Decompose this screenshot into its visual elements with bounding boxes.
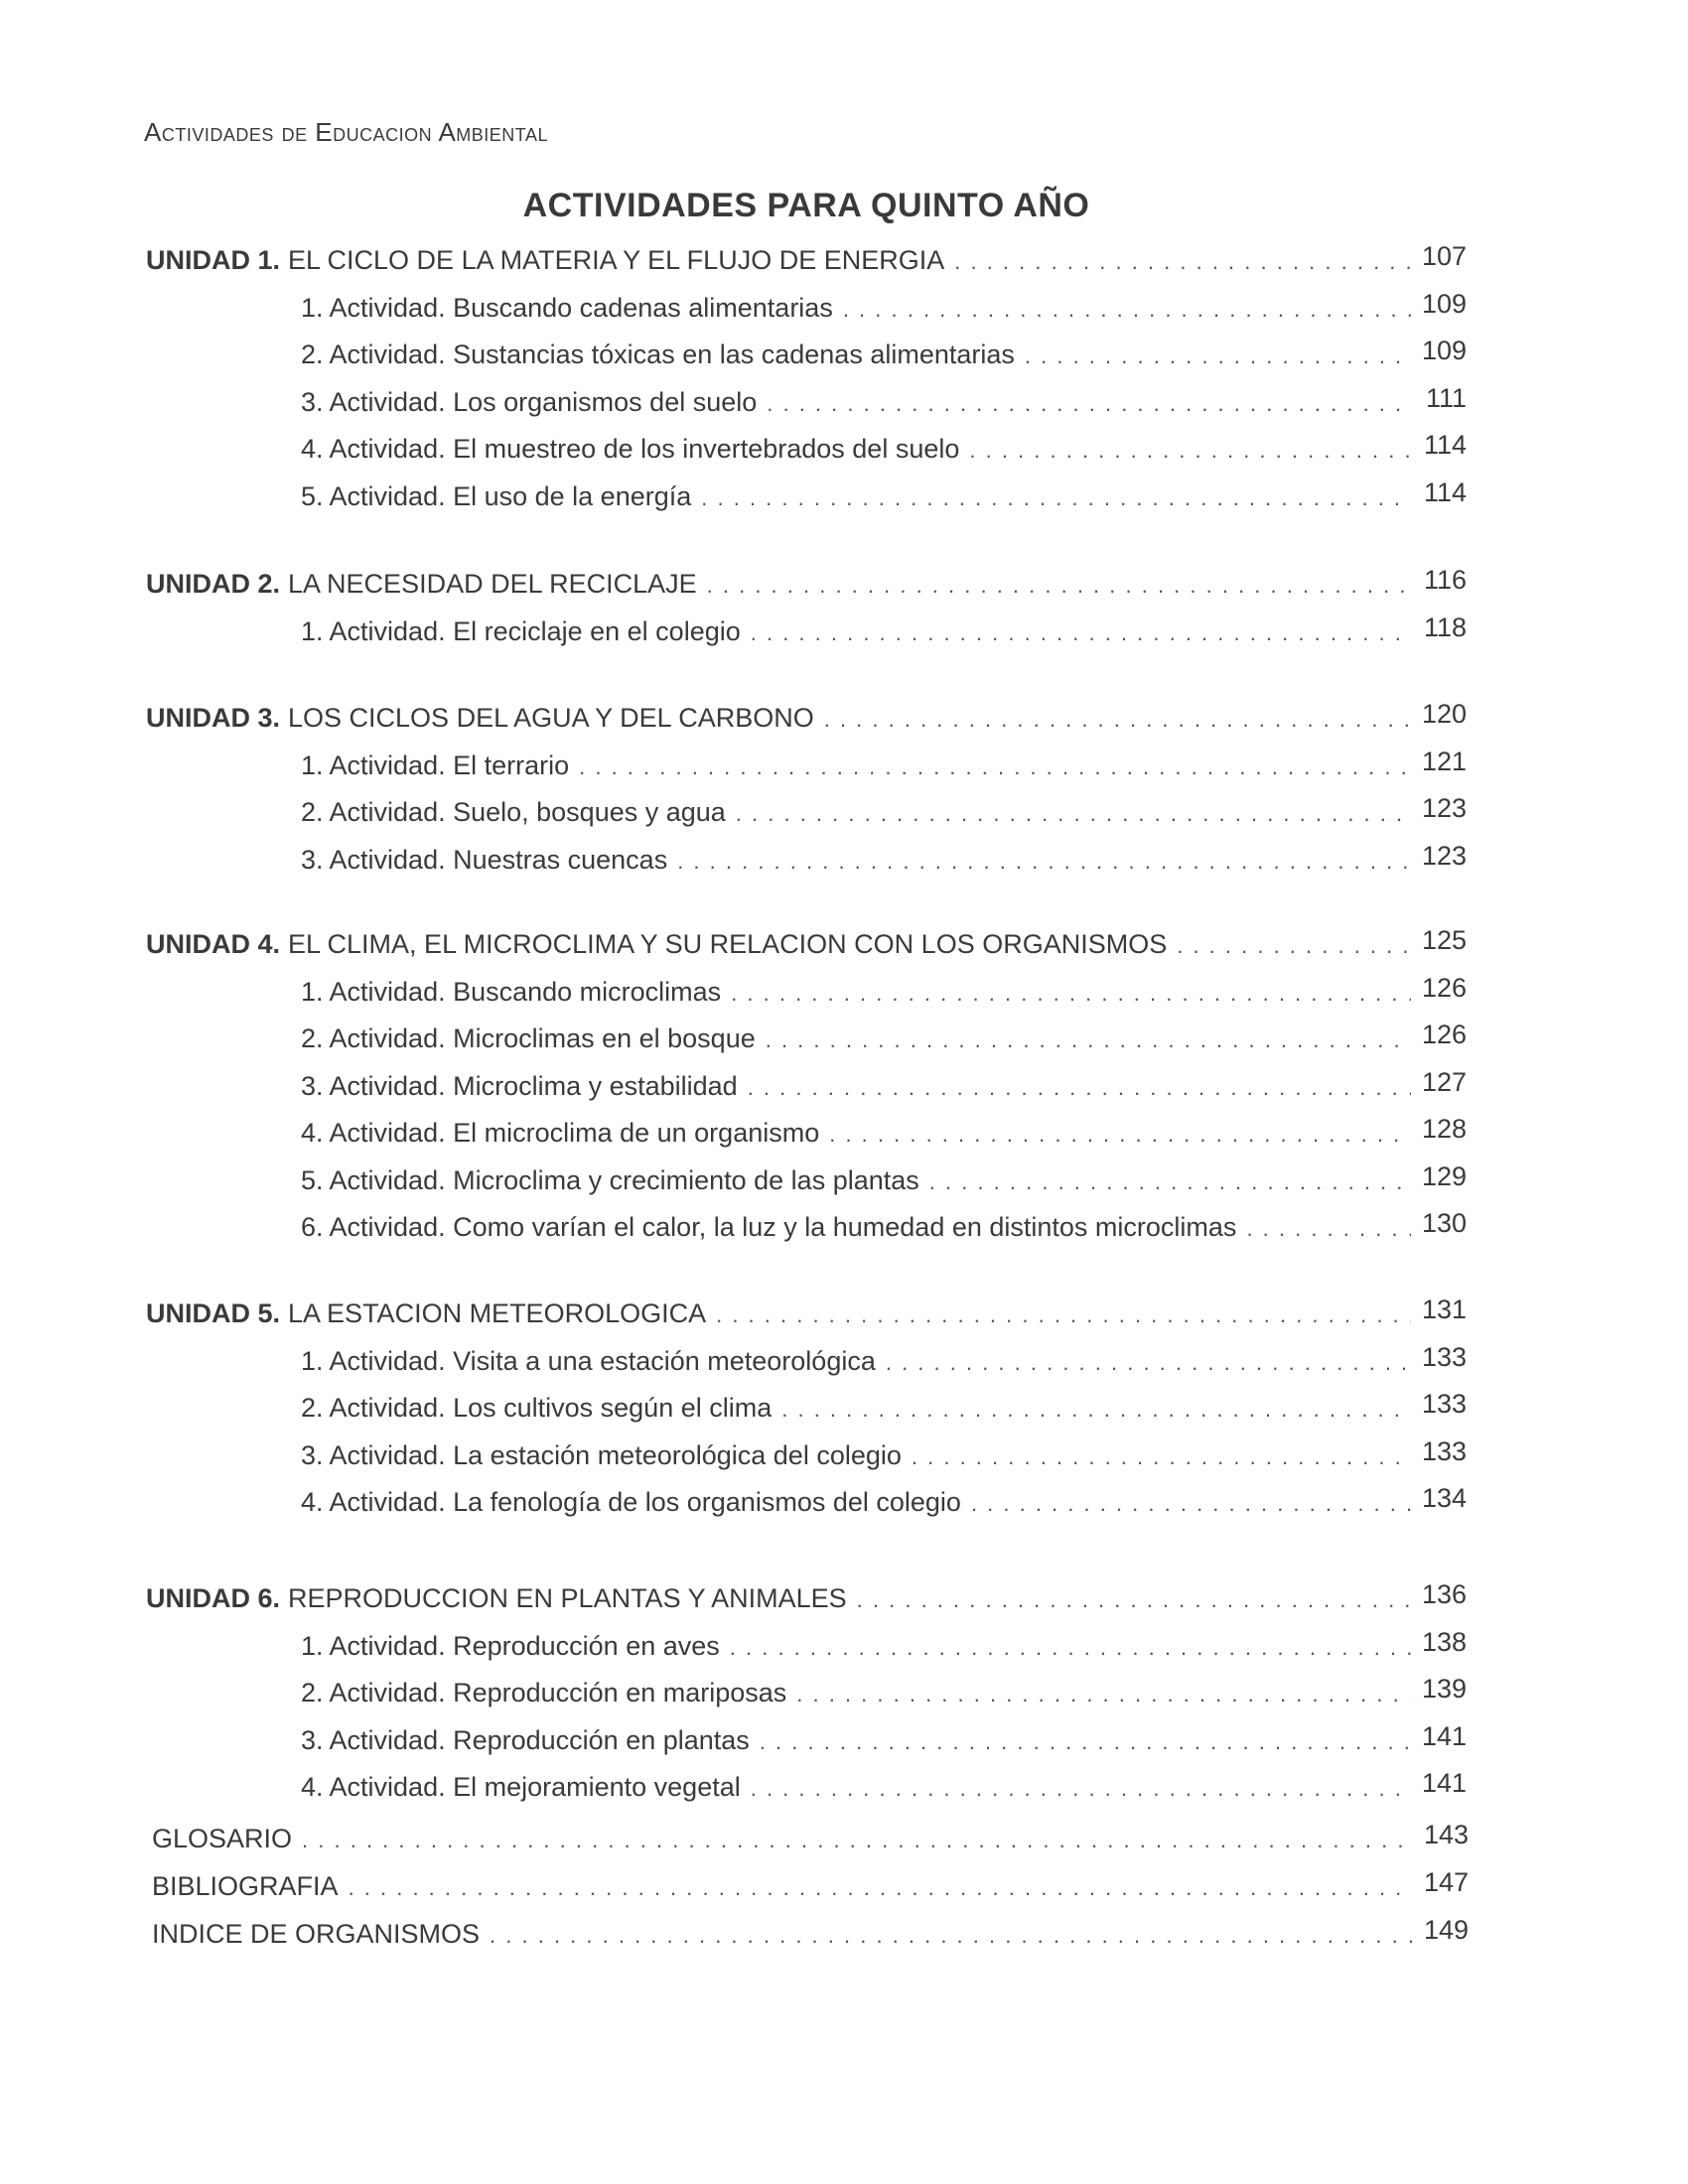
dot-leader <box>677 842 1411 882</box>
entry-title: 2. Actividad. Suelo, bosques y agua <box>301 797 726 827</box>
page-number: 109 <box>1421 288 1467 319</box>
page-number: 143 <box>1423 1820 1469 1849</box>
activity-entry <box>301 1113 1467 1153</box>
dot-leader <box>751 614 1411 653</box>
entry-title: 4. Actividad. El microclima de un organismo <box>301 1118 820 1148</box>
page-number: 118 <box>1423 612 1467 642</box>
page-number: 134 <box>1421 1483 1467 1513</box>
entry-title: LA NECESIDAD DEL RECICLAJE <box>288 569 697 599</box>
dot-leader <box>736 794 1411 834</box>
activity-entry <box>301 1160 1467 1200</box>
activity-entry <box>301 1482 1467 1522</box>
entry-title: 2. Actividad. Sustancias tóxicas en las cadenas alimentarias <box>301 340 1015 369</box>
page-number: 126 <box>1421 1020 1467 1049</box>
page-number: 111 <box>1425 382 1467 413</box>
dot-leader <box>748 1068 1411 1108</box>
dot-leader <box>912 1437 1411 1477</box>
page-number: 130 <box>1421 1208 1467 1238</box>
activity-entry <box>301 1066 1467 1106</box>
page-number: 126 <box>1421 972 1467 1003</box>
entry-title: LA ESTACION METEOROLOGICA <box>288 1298 707 1328</box>
page-number: 109 <box>1421 336 1467 365</box>
page-number: 123 <box>1421 840 1467 871</box>
entry-title: 4. Actividad. El muestreo de los invertebrados del suelo <box>301 434 960 464</box>
page-number: 125 <box>1421 925 1467 955</box>
dot-leader <box>707 566 1411 606</box>
entry-title: 3. Actividad. Reproducción en plantas <box>301 1724 750 1755</box>
entry-title: 4. Actividad. El mejoramiento vegetal <box>301 1772 741 1802</box>
dot-leader <box>766 1021 1411 1060</box>
page-number: 149 <box>1423 1915 1469 1945</box>
activity-entry <box>301 792 1467 832</box>
page-number: 136 <box>1421 1579 1467 1609</box>
activity-entry <box>301 1767 1467 1807</box>
dot-leader <box>751 1769 1411 1809</box>
entry-title: 3. Actividad. Nuestras cuencas <box>301 844 668 875</box>
entry-title: 5. Actividad. Microclima y crecimiento de las plantas <box>301 1164 919 1195</box>
entry-title: LOS CICLOS DEL AGUA Y DEL CARBONO <box>288 703 814 733</box>
page-number: 114 <box>1423 477 1467 507</box>
backmatter-entry <box>152 1866 1469 1906</box>
entry-title: 3. Actividad. Los organismos del suelo <box>301 386 758 417</box>
entry-title: 1. Actividad. El terrario <box>301 750 570 780</box>
dot-leader <box>829 1115 1411 1155</box>
unit-label: UNIDAD 3. <box>146 703 281 733</box>
dot-leader <box>954 242 1411 282</box>
unit-label: UNIDAD 2. <box>146 569 281 599</box>
activity-entry <box>301 1341 1467 1381</box>
page-title: ACTIVIDADES PARA QUINTO AÑO <box>522 187 1090 224</box>
entry-title: 3. Actividad. La estación meteorológica del colegio <box>301 1439 902 1470</box>
page-number: 147 <box>1423 1867 1469 1897</box>
unit-heading <box>146 1578 1467 1618</box>
activity-entry <box>301 288 1467 328</box>
activity-entry <box>301 972 1467 1012</box>
activity-entry <box>301 1626 1467 1666</box>
entry-title: 4. Actividad. La fenología de los organismos del colegio <box>301 1487 961 1517</box>
dot-leader <box>760 1722 1411 1762</box>
dot-leader <box>824 700 1411 740</box>
activity-entry <box>301 429 1467 469</box>
activity-entry <box>301 1435 1467 1475</box>
page-number: 139 <box>1421 1674 1467 1704</box>
entry-title: BIBLIOGRAFIA <box>152 1871 339 1901</box>
unit-heading <box>146 924 1467 964</box>
dot-leader <box>971 1484 1411 1524</box>
entry-title: 1. Actividad. Buscando microclimas <box>301 976 722 1007</box>
entry-title: 2. Actividad. Reproducción en mariposas <box>301 1678 787 1707</box>
page-number: 141 <box>1421 1720 1467 1751</box>
entry-title: 1. Actividad. Visita a una estación meteorológica <box>301 1345 876 1376</box>
activity-entry <box>301 477 1467 516</box>
dot-leader <box>1025 337 1411 376</box>
activity-entry <box>301 746 1467 785</box>
page-number: 141 <box>1421 1768 1467 1798</box>
backmatter-entry <box>152 1914 1469 1954</box>
unit-heading <box>146 1294 1467 1333</box>
dot-leader <box>767 384 1411 424</box>
page-number: 114 <box>1423 430 1467 460</box>
entry-title: 3. Actividad. Microclima y estabilidad <box>301 1070 738 1101</box>
page-number: 131 <box>1421 1295 1467 1324</box>
entry-title: 1. Actividad. El reciclaje en el colegio <box>301 615 741 646</box>
dot-leader <box>1177 926 1411 966</box>
entry-title: INDICE DE ORGANISMOS <box>152 1919 481 1949</box>
page-number: 120 <box>1421 699 1467 729</box>
backmatter-entry <box>152 1819 1469 1858</box>
dot-leader <box>1246 1209 1411 1249</box>
dot-leader <box>886 1343 1411 1383</box>
page-number: 133 <box>1421 1341 1467 1372</box>
activity-entry <box>301 1019 1467 1058</box>
dot-leader <box>796 1675 1411 1714</box>
entry-title: 5. Actividad. El uso de la energía <box>301 480 692 511</box>
page-number: 138 <box>1421 1626 1467 1657</box>
unit-label: UNIDAD 4. <box>146 929 281 959</box>
page-number: 107 <box>1421 241 1467 271</box>
dot-leader <box>716 1296 1411 1335</box>
unit-label: UNIDAD 6. <box>146 1583 281 1613</box>
entry-title: 6. Actividad. Como varían el calor, la luz y la humedad en distintos microclimas <box>301 1212 1237 1242</box>
unit-heading <box>146 240 1467 280</box>
page-number: 116 <box>1423 565 1467 595</box>
page-number: 133 <box>1421 1389 1467 1419</box>
entry-title: GLOSARIO <box>152 1824 293 1853</box>
running-header: Actividades de Educacion Ambiental <box>144 117 548 147</box>
entry-title: EL CLIMA, EL MICROCLIMA Y SU RELACION CON LOS ORGANISMOS <box>288 929 1168 959</box>
dot-leader <box>701 478 1411 518</box>
entry-title: 2. Actividad. Microclimas en el bosque <box>301 1024 756 1053</box>
page-number: 123 <box>1421 793 1467 823</box>
dot-leader <box>857 1580 1411 1620</box>
dot-leader <box>969 431 1411 471</box>
dot-leader <box>302 1821 1413 1860</box>
unit-label: UNIDAD 1. <box>146 245 281 275</box>
page-number: 121 <box>1421 746 1467 776</box>
activity-entry <box>301 1673 1467 1712</box>
page-number: 127 <box>1421 1066 1467 1097</box>
dot-leader <box>730 1628 1411 1668</box>
activity-entry <box>301 1207 1467 1247</box>
dot-leader <box>349 1868 1413 1908</box>
page-number: 128 <box>1421 1114 1467 1144</box>
entry-title: 2. Actividad. Los cultivos según el clima <box>301 1393 773 1423</box>
activity-entry <box>301 382 1467 422</box>
entry-title: 1. Actividad. Reproducción en aves <box>301 1630 720 1661</box>
entry-title: EL CICLO DE LA MATERIA Y EL FLUJO DE ENERGIA <box>288 245 945 275</box>
dot-leader <box>781 1390 1411 1430</box>
activity-entry <box>301 1388 1467 1428</box>
dot-leader <box>490 1916 1413 1956</box>
entry-title: 1. Actividad. Buscando cadenas alimentarias <box>301 292 833 323</box>
dot-leader <box>843 290 1411 330</box>
unit-heading <box>146 564 1467 604</box>
activity-entry <box>301 612 1467 651</box>
entry-title: REPRODUCCION EN PLANTAS Y ANIMALES <box>288 1583 847 1613</box>
page-number: 133 <box>1421 1435 1467 1466</box>
activity-entry <box>301 840 1467 880</box>
page-number: 129 <box>1421 1160 1467 1191</box>
dot-leader <box>731 974 1411 1014</box>
activity-entry <box>301 1720 1467 1760</box>
dot-leader <box>579 748 1411 787</box>
unit-heading <box>146 698 1467 738</box>
activity-entry <box>301 335 1467 374</box>
dot-leader <box>929 1162 1411 1202</box>
unit-label: UNIDAD 5. <box>146 1298 281 1328</box>
